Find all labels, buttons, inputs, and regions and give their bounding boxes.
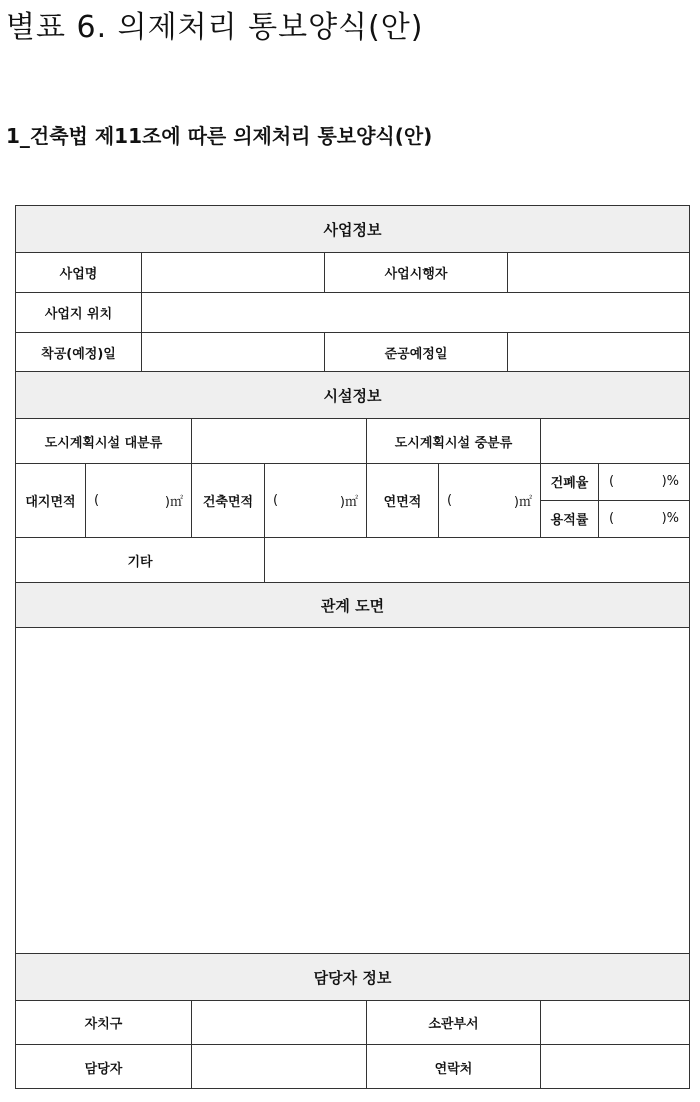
area-unit: )㎡ bbox=[339, 495, 358, 510]
project-name-value[interactable] bbox=[142, 253, 325, 292]
start-date-label: 착공(예정)일 bbox=[16, 333, 142, 371]
ratio-value-column bbox=[599, 464, 689, 537]
project-executor-label: 사업시행자 bbox=[325, 253, 508, 292]
manager-label: 담당자 bbox=[16, 1045, 192, 1089]
facility-class-row bbox=[16, 419, 689, 464]
manager-value[interactable] bbox=[192, 1045, 367, 1089]
drawings-area[interactable] bbox=[16, 628, 689, 954]
open-paren: ( bbox=[94, 493, 100, 508]
coverage-ratio-value[interactable] bbox=[599, 464, 689, 501]
percent-unit: )% bbox=[661, 511, 679, 527]
project-info-header: 사업정보 bbox=[16, 206, 689, 253]
facility-info-header: 시설정보 bbox=[16, 372, 689, 419]
contact-label: 연락처 bbox=[367, 1045, 541, 1089]
major-class-label: 도시계획시설 대분류 bbox=[16, 419, 192, 463]
site-area-value[interactable] bbox=[86, 464, 192, 537]
manager-row bbox=[16, 1045, 689, 1089]
contact-value[interactable] bbox=[541, 1045, 689, 1089]
total-floor-area-value[interactable] bbox=[439, 464, 541, 537]
building-area-label: 건축면적 bbox=[192, 464, 265, 537]
coverage-ratio-label: 건폐율 bbox=[541, 464, 598, 501]
project-location-row bbox=[16, 293, 689, 333]
site-area-label: 대지면적 bbox=[16, 464, 86, 537]
floor-area-ratio-value[interactable] bbox=[599, 501, 689, 538]
area-row bbox=[16, 464, 689, 538]
project-location-label: 사업지 위치 bbox=[16, 293, 142, 332]
project-executor-value[interactable] bbox=[508, 253, 689, 292]
area-unit: )㎡ bbox=[513, 495, 532, 510]
building-area-value[interactable] bbox=[265, 464, 367, 537]
contact-info-header: 담당자 정보 bbox=[16, 954, 689, 1001]
open-paren: ( bbox=[447, 493, 453, 508]
open-paren: ( bbox=[273, 493, 279, 508]
middle-class-value[interactable] bbox=[541, 419, 689, 463]
other-label: 기타 bbox=[16, 538, 265, 582]
floor-area-ratio-label: 용적률 bbox=[550, 513, 589, 529]
start-date-value[interactable] bbox=[142, 333, 325, 371]
area-unit: )㎡ bbox=[164, 495, 183, 510]
project-name-row bbox=[16, 253, 689, 293]
ratio-label-column bbox=[541, 464, 599, 537]
schedule-row bbox=[16, 333, 689, 372]
percent-unit: )% bbox=[661, 474, 679, 490]
project-name-label: 사업명 bbox=[16, 253, 142, 292]
department-label: 소관부서 bbox=[367, 1001, 541, 1044]
total-floor-area-label: 연면적 bbox=[367, 464, 439, 537]
drawings-header: 관계 도면 bbox=[16, 583, 689, 628]
major-class-value[interactable] bbox=[192, 419, 367, 463]
department-value[interactable] bbox=[541, 1001, 689, 1044]
notification-form bbox=[15, 205, 690, 1089]
section-title: 1_건축법 제11조에 따른 의제처리 통보양식(안) bbox=[6, 124, 433, 148]
open-paren: ( bbox=[609, 474, 615, 490]
completion-date-label: 준공예정일 bbox=[325, 333, 508, 371]
project-location-value[interactable] bbox=[142, 293, 689, 332]
other-value[interactable] bbox=[265, 538, 689, 582]
open-paren: ( bbox=[609, 511, 615, 527]
other-row bbox=[16, 538, 689, 583]
district-label: 자치구 bbox=[16, 1001, 192, 1044]
document-title: 별표 6. 의제처리 통보양식(안) bbox=[6, 10, 424, 45]
district-row bbox=[16, 1001, 689, 1045]
district-value[interactable] bbox=[192, 1001, 367, 1044]
middle-class-label: 도시계획시설 중분류 bbox=[367, 419, 541, 463]
completion-date-value[interactable] bbox=[508, 333, 689, 371]
